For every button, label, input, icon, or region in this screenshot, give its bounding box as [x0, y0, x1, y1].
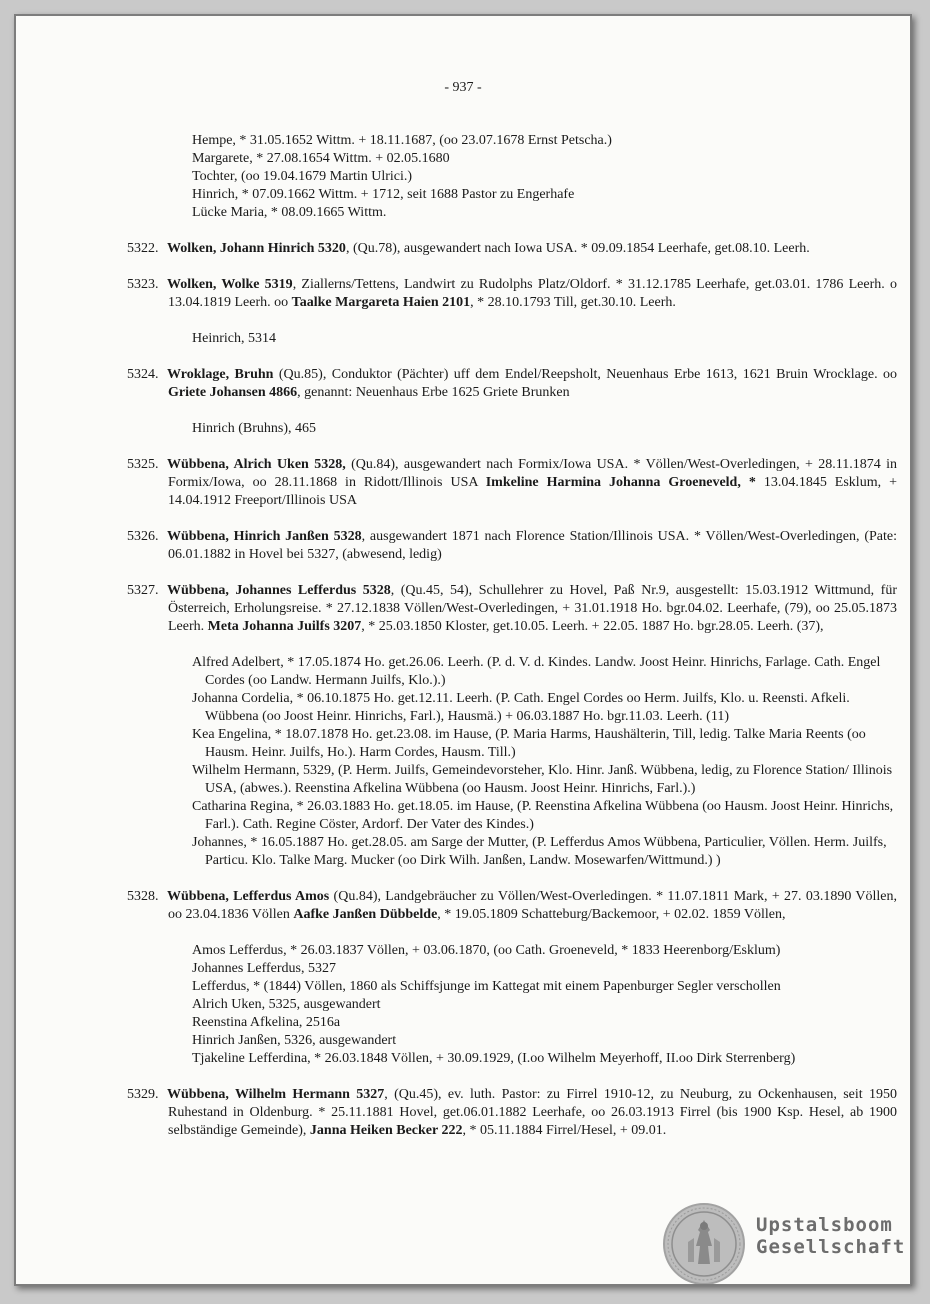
- children-5324: [127, 420, 897, 438]
- entry-text: , * 19.05.1809 Schatteburg/Backemoor, + 02.02. 1859 Völlen,: [437, 907, 786, 922]
- entry-text: , ausgewandert 1871 nach Florence Station/Illinois USA. * Völlen/West-Overledingen, (Pate: 06.01.1882 in Hovel bei 5327, (abwesend, ledig): [168, 529, 897, 562]
- child-line: Alrich Uken, 5325, ausgewandert: [192, 997, 381, 1012]
- child-line: Catharina Regina, * 26.03.1883 Ho. get.18.05. im Hause, (P. Reenstina Afkelina Wübbena (oo Hausm. Joost Heinr. Hinrichs, Farl.). Cath. Regine Cöster, Ardorf. Der Vater des Kindes.): [192, 799, 894, 832]
- spouse-name: Aafke Janßen Dübbelde: [293, 907, 438, 922]
- entry-text: , * 05.11.1884 Firrel/Hesel, + 09.01.: [462, 1123, 667, 1138]
- entry-number: 5328.: [127, 889, 159, 904]
- logo-line: Upstalsboom: [756, 1214, 893, 1236]
- document-page: [16, 16, 910, 1284]
- entry-name: Wolken, Wolke 5319: [167, 277, 293, 292]
- logo-line: Gesellschaft: [756, 1236, 906, 1258]
- entry-text: , (Qu.45), ev. luth. Pastor: zu Firrel 1910-12, zu Neuburg, zu Ockenhausen, seit 1950 Ruhestand in Oldenburg. * 25.11.1881 Hovel, get.06.01.1882 Leerhafe, oo 26.03.1913 Firrel (bis 1900 Ksp. Hesel, ab 1900 selbständige Gemeinde),: [168, 1087, 897, 1138]
- entry-5324: [127, 366, 897, 402]
- spouse-name: Meta Johanna Juilfs 3207: [207, 619, 362, 634]
- children-5328: [127, 942, 897, 1068]
- entry-name: Wübbena, Johannes Lefferdus 5328: [167, 583, 391, 598]
- entry-5322: [127, 240, 897, 258]
- intro-children-list: [127, 132, 897, 222]
- child-line: Kea Engelina, * 18.07.1878 Ho. get.23.08. im Hause, (P. Maria Harms, Haushälterin, Till, ledig. Talke Maria Reents (oo Hausm. Heinr. Juilfs, Ho.). Harm Cordes, Hausm. Till.): [192, 727, 866, 760]
- child-line: Hinrich (Bruhns), 465: [192, 421, 317, 436]
- child-line: Lücke Maria, * 08.09.1665 Wittm.: [192, 205, 387, 220]
- entry-number: 5324.: [127, 367, 159, 382]
- entry-5323: [127, 276, 897, 312]
- child-line: Johannes Lefferdus, 5327: [192, 961, 336, 976]
- entry-text: , (Qu.45, 54), Schullehrer zu Hovel, Paß Nr.9, ausgestellt: 15.03.1912 Wittmund, für Österreich, Erholungsreise. * 27.12.1838 Völlen/West-Overledingen, + 31.01.1918 Ho. bgr.04.02. Leerhafe, (79), oo 25.05.1873 Leerh.: [168, 583, 897, 634]
- entry-number: 5322.: [127, 241, 159, 256]
- entry-5327: [127, 582, 897, 636]
- entry-5325: [127, 456, 897, 510]
- entry-name: Wübbena, Lefferdus Amos: [167, 889, 330, 904]
- entry-name: Wroklage, Bruhn: [167, 367, 274, 382]
- child-line: Wilhelm Hermann, 5329, (P. Herm. Juilfs, Gemeindevorsteher, Klo. Hinr. Janß. Wübbena, ledig, zu Florence Station/ Illinois USA, (abwes.). Reenstina Afkelina Wübbena (oo Hausm. Joost Heinr. Hinrichs, Farl.).): [192, 763, 893, 796]
- entry-5328: [127, 888, 897, 924]
- entry-text: , (Qu.78), ausgewandert nach Iowa USA. * 09.09.1854 Leerhafe, get.08.10. Leerh.: [345, 241, 810, 256]
- children-5327: [127, 654, 897, 870]
- child-line: Hinrich Janßen, 5326, ausgewandert: [192, 1033, 397, 1048]
- child-line: Lefferdus, * (1844) Völlen, 1860 als Schiffsjunge im Kattegat mit einem Papenburger Segler verschollen: [192, 979, 781, 994]
- entry-text: 13.04.1845 Esklum, + 14.04.1912 Freeport/Illinois USA: [168, 475, 897, 508]
- entry-name: Wolken, Johann Hinrich 5320: [167, 241, 346, 256]
- spouse-name: Janna Heiken Becker 222: [309, 1123, 463, 1138]
- entry-text: , * 28.10.1793 Till, get.30.10. Leerh.: [470, 295, 676, 310]
- child-line: Tochter, (oo 19.04.1679 Martin Ulrici.): [192, 169, 413, 184]
- page-number: - 937 -: [444, 80, 482, 95]
- child-line: Hempe, * 31.05.1652 Wittm. + 18.11.1687, (oo 23.07.1678 Ernst Petscha.): [192, 133, 612, 148]
- seal-icon: [662, 1202, 746, 1284]
- entry-name: Wübbena, Hinrich Janßen 5328: [167, 529, 362, 544]
- children-5323: [127, 330, 897, 348]
- entry-number: 5323.: [127, 277, 159, 292]
- publisher-logo: [756, 1214, 905, 1258]
- entry-text: , Ziallerns/Tettens, Landwirt zu Rudolphs Platz/Oldorf. * 31.12.1785 Leerhafe, get.03.01. 1786 Leerh. o 13.04.1819 Leerh. oo: [168, 277, 897, 310]
- child-line: Heinrich, 5314: [192, 331, 276, 346]
- entry-name: Wübbena, Alrich Uken 5328,: [167, 457, 346, 472]
- entry-text: (Qu.84), Landgebräucher zu Völlen/West-Overledingen. * 11.07.1811 Mark, + 27. 03.1890 Völlen, oo 23.04.1836 Völlen: [168, 889, 897, 922]
- spouse-name: Griete Johansen 4866: [168, 385, 298, 400]
- entry-number: 5326.: [127, 529, 159, 544]
- child-line: Johannes, * 16.05.1887 Ho. get.28.05. am Sarge der Mutter, (P. Lefferdus Amos Wübbena, Particulier, Völlen. Herm. Juilfs, Particu. Klo. Talke Marg. Mucker (oo Dirk Wilh. Janßen, Landw. Mosewarfen/Wittmund.) ): [192, 835, 887, 868]
- entry-number: 5325.: [127, 457, 159, 472]
- child-line: Hinrich, * 07.09.1662 Wittm. + 1712, seit 1688 Pastor zu Engerhafe: [192, 187, 575, 202]
- child-line: Amos Lefferdus, * 26.03.1837 Völlen, + 03.06.1870, (oo Cath. Groeneveld, * 1833 Heerenborg/Esklum): [192, 943, 781, 958]
- spouse-name: Taalke Margareta Haien 2101: [291, 295, 471, 310]
- entry-text: (Qu.84), ausgewandert nach Formix/Iowa USA. * Völlen/West-Overledingen, + 28.11.1874 in Formix/Iowa, oo 28.11.1868 in Ridott/Illinois USA: [168, 457, 897, 490]
- child-line: Reenstina Afkelina, 2516a: [192, 1015, 341, 1030]
- entry-5329: [127, 1086, 897, 1140]
- spouse-name: Imkeline Harmina Johanna Groeneveld, *: [485, 475, 756, 490]
- child-line: Johanna Cordelia, * 06.10.1875 Ho. get.12.11. Leerh. (P. Cath. Engel Cordes oo Herm. Juilfs, Klo. u. Reensti. Afkeli. Wübbena (oo Joost Heinr. Hinrichs, Farl.), Hausmä.) + 06.03.1887 Ho. bgr.11.03. Leerh. (11): [192, 691, 850, 724]
- entry-number: 5327.: [127, 583, 159, 598]
- entry-5326: [127, 528, 897, 564]
- entry-name: Wübbena, Wilhelm Hermann 5327: [167, 1087, 385, 1102]
- child-line: Margarete, * 27.08.1654 Wittm. + 02.05.1680: [192, 151, 450, 166]
- document-body: [127, 132, 897, 1140]
- child-line: Alfred Adelbert, * 17.05.1874 Ho. get.26.06. Leerh. (P. d. V. d. Kindes. Landw. Joost Heinr. Hinrichs, Farlage. Cath. Engel Cordes (oo Landw. Hermann Juilfs, Klo.).): [192, 655, 881, 688]
- entry-text: , * 25.03.1850 Kloster, get.10.05. Leerh. + 22.05. 1887 Ho. bgr.28.05. Leerh. (37),: [361, 619, 824, 634]
- child-line: Tjakeline Lefferdina, * 26.03.1848 Völlen, + 30.09.1929, (I.oo Wilhelm Meyerhoff, II.oo Dirk Sterrenberg): [192, 1051, 796, 1066]
- entry-text: (Qu.85), Conduktor (Pächter) uff dem Endel/Reepsholt, Neuenhaus Erbe 1613, 1621 Bruin Wrocklage. oo: [273, 367, 898, 382]
- entry-text: , genannt: Neuenhaus Erbe 1625 Griete Brunken: [297, 385, 570, 400]
- page-frame: [14, 14, 912, 1286]
- entry-number: 5329.: [127, 1087, 159, 1102]
